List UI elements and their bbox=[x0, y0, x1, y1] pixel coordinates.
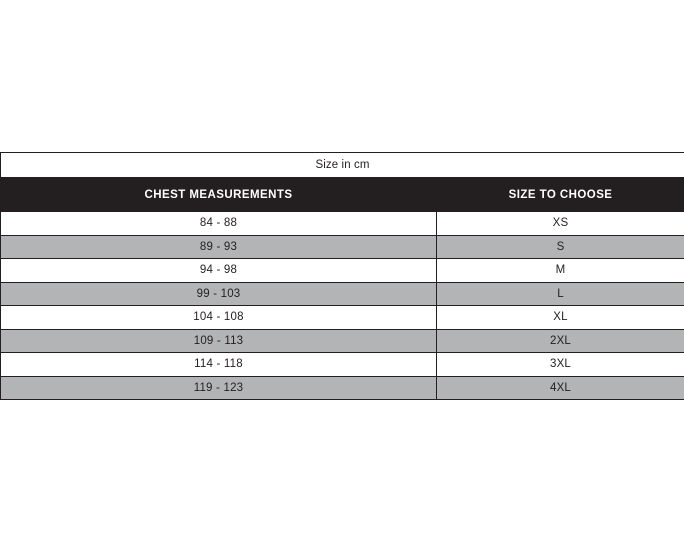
cell-size-to-choose: XS bbox=[437, 212, 684, 236]
cell-chest-measurement: 114 - 118 bbox=[1, 353, 437, 377]
cell-chest-measurement: 89 - 93 bbox=[1, 235, 437, 259]
table-row bbox=[1, 282, 684, 306]
table-row bbox=[1, 212, 684, 236]
table-row bbox=[1, 306, 684, 330]
cell-size-to-choose: 3XL bbox=[437, 353, 684, 377]
table-caption: Size in cm bbox=[1, 153, 684, 178]
cell-size-to-choose: XL bbox=[437, 306, 684, 330]
size-chart-table bbox=[0, 152, 684, 400]
cell-chest-measurement: 104 - 108 bbox=[1, 306, 437, 330]
cell-size-to-choose: 2XL bbox=[437, 329, 684, 353]
cell-chest-measurement: 84 - 88 bbox=[1, 212, 437, 236]
table-row bbox=[1, 259, 684, 283]
table-header-row bbox=[1, 178, 684, 212]
table-row bbox=[1, 376, 684, 400]
table-row bbox=[1, 353, 684, 377]
cell-size-to-choose: M bbox=[437, 259, 684, 283]
cell-size-to-choose: 4XL bbox=[437, 376, 684, 400]
size-chart-container bbox=[0, 152, 684, 400]
cell-chest-measurement: 109 - 113 bbox=[1, 329, 437, 353]
table-caption-row bbox=[1, 153, 684, 178]
cell-size-to-choose: L bbox=[437, 282, 684, 306]
column-header-chest-measurements: CHEST MEASUREMENTS bbox=[1, 178, 437, 212]
cell-chest-measurement: 119 - 123 bbox=[1, 376, 437, 400]
column-header-size-to-choose: SIZE TO CHOOSE bbox=[437, 178, 684, 212]
cell-size-to-choose: S bbox=[437, 235, 684, 259]
cell-chest-measurement: 99 - 103 bbox=[1, 282, 437, 306]
table-row bbox=[1, 235, 684, 259]
cell-chest-measurement: 94 - 98 bbox=[1, 259, 437, 283]
table-row bbox=[1, 329, 684, 353]
